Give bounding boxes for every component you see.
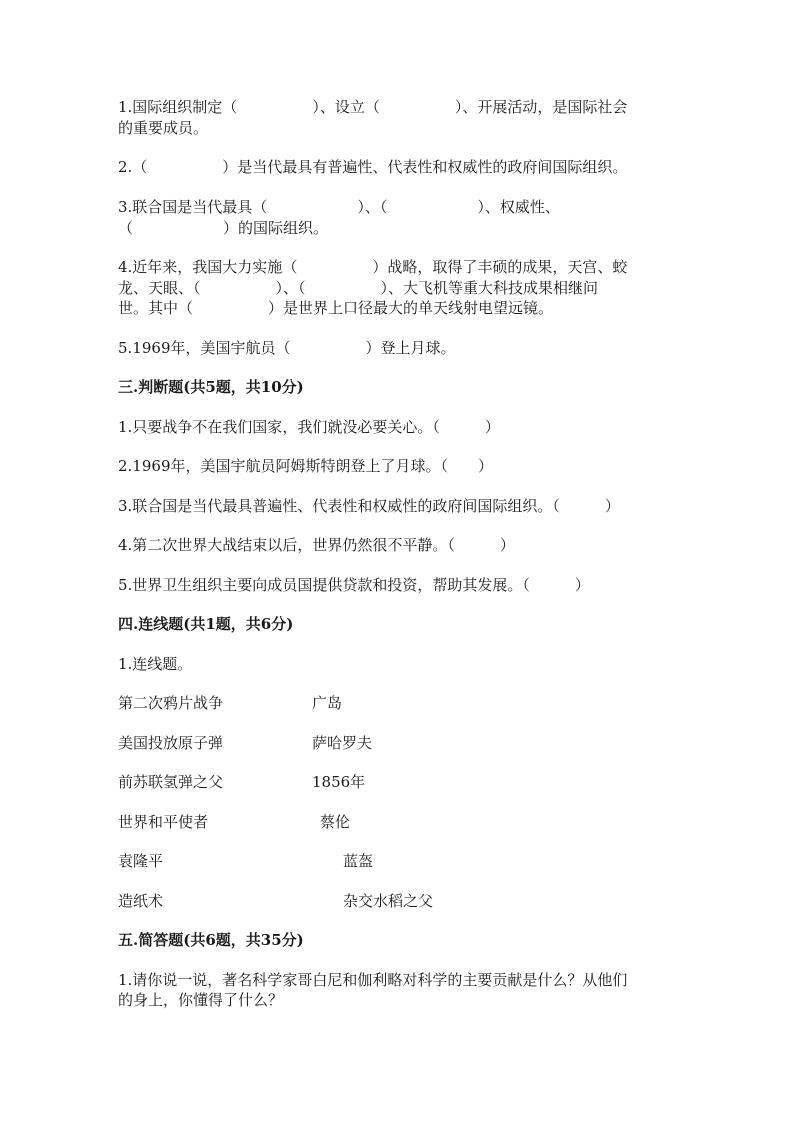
- fill-blank-q4-line3: 世。其中（ ）是世界上口径最大的单天线射电望远镜。: [118, 299, 554, 317]
- fill-blank-q3-line2: （ ）的国际组织。: [118, 219, 329, 237]
- matching-right-item: 1856年: [312, 773, 366, 791]
- fill-blank-q5: 5.1969年，美国宇航员（ ）登上月球。: [118, 339, 456, 357]
- fill-blank-q4-line1: 4.近年来，我国大力实施（ ）战略，取得了丰硕的成果，天宫、蛟: [118, 258, 628, 276]
- matching-left-item: 袁隆平: [118, 852, 164, 870]
- matching-left-item: 前苏联氢弹之父: [118, 773, 224, 791]
- matching-left-item: 美国投放原子弹: [118, 734, 224, 752]
- matching-right-item: 广岛: [312, 694, 343, 712]
- short-answer-q1-line1: 1.请你说一说，著名科学家哥白尼和伽利略对科学的主要贡献是什么？从他们: [118, 971, 628, 989]
- matching-heading: 四.连线题(共1题，共6分): [118, 615, 294, 633]
- fill-blank-q3-line1: 3.联合国是当代最具（ ）、（ ）、权威性、: [118, 198, 560, 216]
- matching-right-item: 杂交水稻之父: [343, 892, 434, 910]
- judgment-heading: 三.判断题(共5题，共10分): [118, 378, 304, 396]
- judgment-q2: 2.1969年，美国宇航员阿姆斯特朗登上了月球。（ ）: [118, 457, 493, 475]
- short-answer-heading: 五.简答题(共6题，共35分): [118, 931, 304, 949]
- fill-blank-q1-line2: 的重要成员。: [118, 119, 209, 137]
- short-answer-q1-line2: 的身上，你懂得了什么？: [118, 991, 284, 1009]
- judgment-q3: 3.联合国是当代最具普遍性、代表性和权威性的政府间国际组织。（ ）: [118, 497, 620, 515]
- judgment-q5: 5.世界卫生组织主要向成员国提供贷款和投资，帮助其发展。（ ）: [118, 576, 590, 594]
- fill-blank-q4-line2: 龙、天眼、（ ）、（ ）、大飞机等重大科技成果相继问: [118, 279, 599, 297]
- judgment-q4: 4.第二次世界大战结束以后，世界仍然很不平静。（ ）: [118, 536, 515, 554]
- matching-q1: 1.连线题。: [118, 655, 193, 673]
- matching-right-item: 蔡伦: [320, 813, 351, 831]
- matching-left-item: 世界和平使者: [118, 813, 209, 831]
- fill-blank-q1-line1: 1.国际组织制定（ ）、设立（ ）、开展活动，是国际社会: [118, 98, 628, 116]
- matching-left-item: 第二次鸦片战争: [118, 694, 224, 712]
- matching-right-item: 萨哈罗夫: [312, 734, 373, 752]
- matching-left-item: 造纸术: [118, 892, 164, 910]
- matching-right-item: 蓝盔: [343, 852, 374, 870]
- judgment-q1: 1.只要战争不在我们国家，我们就没必要关心。（ ）: [118, 418, 500, 436]
- fill-blank-q2: 2.（ ）是当代最具有普遍性、代表性和权威性的政府间国际组织。: [118, 158, 628, 176]
